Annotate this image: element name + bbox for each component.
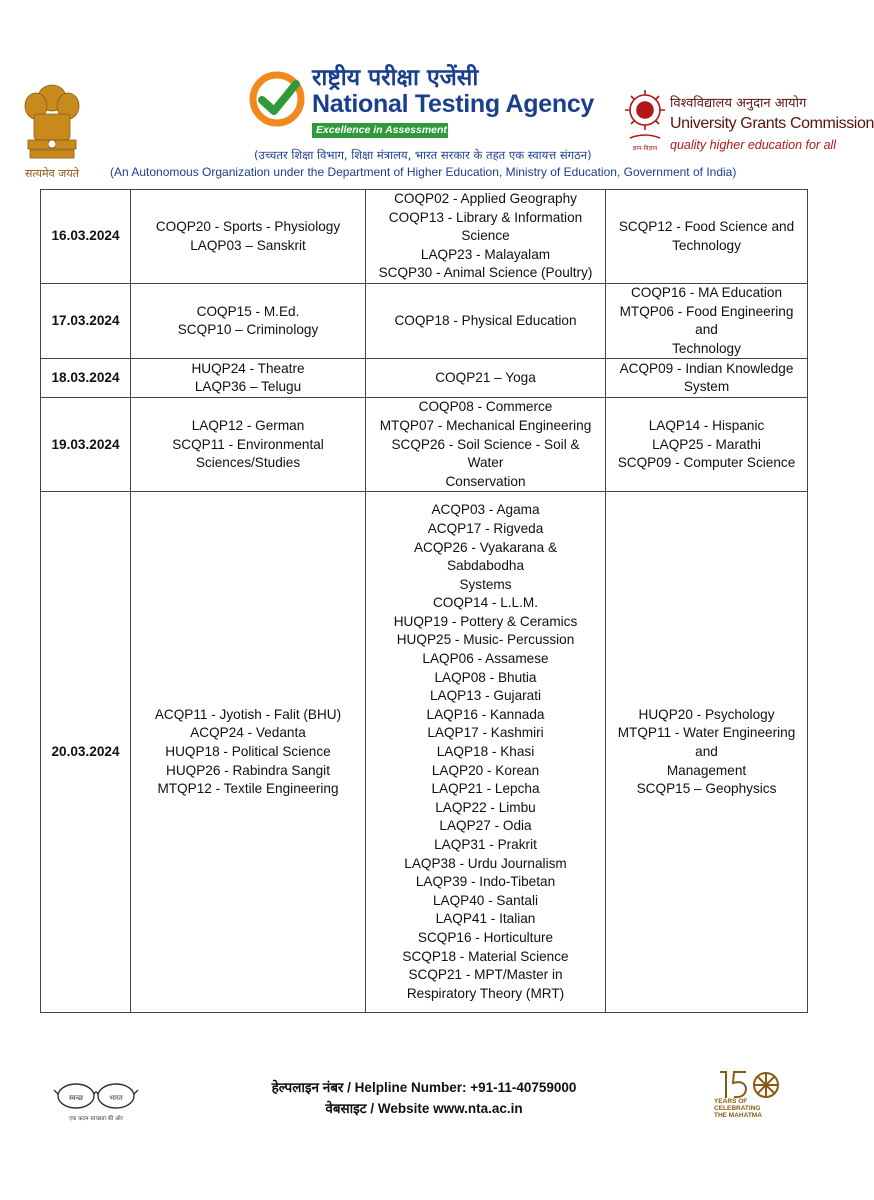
helpline-number: हेल्पलाइन नंबर / Helpline Number: +91-11-40759000: [271, 1080, 577, 1095]
swachh-tagline: एक कदम स्वच्छता की ओर: [69, 1116, 123, 1122]
shift3-cell: [606, 398, 808, 492]
exam-schedule-table: [40, 189, 808, 1013]
national-emblem: [12, 78, 92, 186]
table-row: [41, 398, 808, 492]
subject-line: SCQP11 - Environmental: [172, 436, 324, 452]
shift2-cell: [366, 492, 606, 1013]
gandhi-150-caption: [714, 1098, 762, 1119]
subject-line: LAQP41 - Italian: [435, 911, 536, 927]
shift2-cell: [366, 284, 606, 359]
shift2-cell: [366, 398, 606, 492]
subject-line: COQP13 - Library & Information: [388, 209, 583, 225]
subject-line: SCQP15 – Geophysics: [636, 781, 777, 797]
page-header: [0, 0, 874, 188]
subject-line: SCQP12 - Food Science and: [618, 218, 795, 234]
gandhi-caption-line: CELEBRATING: [714, 1105, 761, 1112]
swachh-text-left: स्वच्छ: [68, 1094, 84, 1102]
gandhi-150-icon: [714, 1068, 794, 1100]
table-row: [41, 190, 808, 284]
subject-line: COQP08 - Commerce: [418, 399, 553, 415]
subject-line: SCQP21 - MPT/Master in: [408, 967, 563, 983]
subject-line: LAQP27 - Odia: [439, 818, 532, 834]
gandhi-150-logo: [714, 1068, 794, 1128]
subject-line: ACQP11 - Jyotish - Falit (BHU): [154, 706, 342, 722]
subject-line: LAQP06 - Assamese: [422, 651, 549, 667]
subject-line: ACQP09 - Indian Knowledge System: [619, 360, 794, 395]
ugc-name-english: University Grants Commission: [670, 115, 874, 132]
subject-line: MTQP11 - Water Engineering and: [617, 725, 796, 760]
table-row: [41, 284, 808, 359]
subject-line: ACQP03 - Agama: [431, 502, 540, 518]
subject-line: SCQP18 - Material Science: [402, 948, 569, 964]
subject-line: COQP18 - Physical Education: [394, 312, 577, 328]
shift1-cell: [131, 398, 366, 492]
nta-logo: [248, 70, 306, 128]
table-row: [41, 492, 808, 1013]
lion-capital-icon: [12, 78, 92, 164]
gandhi-caption-line: THE MAHATMA: [714, 1112, 762, 1119]
nta-check-icon: [248, 70, 306, 128]
subject-line: SCQP10 – Criminology: [177, 322, 319, 338]
shift2-cell: [366, 190, 606, 284]
nta-name-hindi: राष्ट्रीय परीक्षा एजेंसी: [312, 65, 479, 91]
subject-line: SCQP09 - Computer Science: [617, 455, 796, 471]
subject-line: Technology: [672, 237, 741, 253]
shift1-cell: [131, 492, 366, 1013]
subject-line: Science: [461, 228, 510, 244]
subject-line: ACQP17 - Rigveda: [427, 520, 544, 536]
subject-line: LAQP16 - Kannada: [426, 706, 545, 722]
subject-line: ACQP24 - Vedanta: [190, 725, 306, 741]
subject-line: LAQP39 - Indo-Tibetan: [415, 874, 556, 890]
subject-line: LAQP38 - Urdu Journalism: [404, 855, 567, 871]
date-cell: 20.03.2024: [41, 492, 131, 1013]
subject-line: COQP15 - M.Ed.: [196, 303, 300, 319]
subject-line: Conservation: [445, 473, 526, 489]
subject-line: Technology: [672, 340, 741, 356]
gandhi-caption-line: YEARS OF: [714, 1098, 748, 1105]
date-cell: 16.03.2024: [41, 190, 131, 284]
subject-line: SCQP26 - Soil Science - Soil & Water: [391, 436, 580, 471]
shift3-cell: [606, 359, 808, 398]
subject-line: Respiratory Theory (MRT): [406, 985, 565, 1001]
subject-line: LAQP36 – Telugu: [194, 379, 302, 395]
swachh-text-right: भारत: [109, 1094, 123, 1102]
subject-line: COQP21 – Yoga: [435, 370, 536, 386]
subject-line: Sciences/Studies: [195, 455, 301, 471]
shift1-cell: [131, 359, 366, 398]
shift2-cell: [366, 359, 606, 398]
shift1-cell: [131, 190, 366, 284]
subject-line: LAQP12 - German: [191, 417, 305, 433]
subject-line: COQP16 - MA Education: [630, 285, 783, 300]
subject-line: LAQP13 - Gujarati: [429, 688, 542, 704]
subject-line: Systems: [459, 576, 512, 592]
subject-line: MTQP12 - Textile Engineering: [157, 781, 339, 797]
subject-line: LAQP40 - Santali: [432, 892, 539, 908]
subject-line: HUQP19 - Pottery & Ceramics: [393, 613, 578, 629]
subject-line: LAQP25 - Marathi: [652, 436, 761, 452]
subject-line: LAQP22 - Limbu: [435, 799, 536, 815]
date-cell: 18.03.2024: [41, 359, 131, 398]
svg-text:ज्ञान-विज्ञान: ज्ञान-विज्ञान: [632, 145, 658, 152]
subject-line: MTQP06 - Food Engineering and: [619, 303, 794, 338]
subject-line: ACQP26 - Vyakarana & Sabdabodha: [413, 539, 558, 574]
subject-line: HUQP18 - Political Science: [165, 744, 331, 760]
subject-line: LAQP23 - Malayalam: [420, 246, 551, 262]
subject-line: LAQP17 - Kashmiri: [427, 725, 544, 741]
shift3-cell: [606, 492, 808, 1013]
subject-line: Management: [666, 762, 747, 778]
schedule-body: [41, 190, 808, 1013]
nta-tagline: Excellence in Assessment: [312, 123, 448, 138]
subject-line: LAQP08 - Bhutia: [434, 669, 537, 685]
ugc-tagline: quality higher education for all: [670, 138, 837, 152]
subject-line: LAQP21 - Lepcha: [431, 781, 540, 797]
subject-line: LAQP14 - Hispanic: [648, 417, 765, 433]
table-row: [41, 359, 808, 398]
nta-subtitle-english: (An Autonomous Organization under the Department of Higher Education, Ministry of Education, Government of India): [110, 165, 737, 179]
subject-line: COQP14 - L.L.M.: [432, 595, 538, 611]
emblem-motto: सत्यमेव जयते: [24, 167, 79, 180]
subject-line: SCQP16 - Horticulture: [417, 929, 554, 945]
subject-line: LAQP03 – Sanskrit: [190, 237, 306, 253]
ugc-logo: [624, 86, 666, 156]
subject-line: SCQP30 - Animal Science (Poultry): [378, 265, 593, 281]
website-url: वेबसाइट / Website www.nta.ac.in: [325, 1101, 523, 1116]
subject-line: LAQP20 - Korean: [431, 762, 540, 778]
subject-line: LAQP31 - Prakrit: [434, 837, 537, 853]
subject-line: COQP02 - Applied Geography: [394, 191, 577, 207]
date-cell: 17.03.2024: [41, 284, 131, 359]
subject-line: HUQP26 - Rabindra Sangit: [166, 762, 330, 778]
shift3-cell: [606, 284, 808, 359]
subject-line: HUQP20 - Psychology: [638, 706, 775, 722]
ugc-name-hindi: विश्वविद्यालय अनुदान आयोग: [670, 96, 807, 111]
nta-name-english: National Testing Agency: [312, 90, 595, 118]
subject-line: MTQP07 - Mechanical Engineering: [379, 417, 592, 433]
shift1-cell: [131, 284, 366, 359]
ugc-emblem-icon: [624, 86, 666, 156]
shift3-cell: [606, 190, 808, 284]
subject-line: HUQP24 - Theatre: [191, 360, 305, 376]
subject-line: LAQP18 - Khasi: [436, 744, 535, 760]
nta-subtitle-hindi: (उच्चतर शिक्षा विभाग, शिक्षा मंत्रालय, भारत सरकार के तहत एक स्वायत्त संगठन): [254, 148, 592, 162]
subject-line: HUQP25 - Music- Percussion: [396, 632, 575, 648]
date-cell: 19.03.2024: [41, 398, 131, 492]
subject-line: COQP20 - Sports - Physiology: [155, 218, 341, 234]
